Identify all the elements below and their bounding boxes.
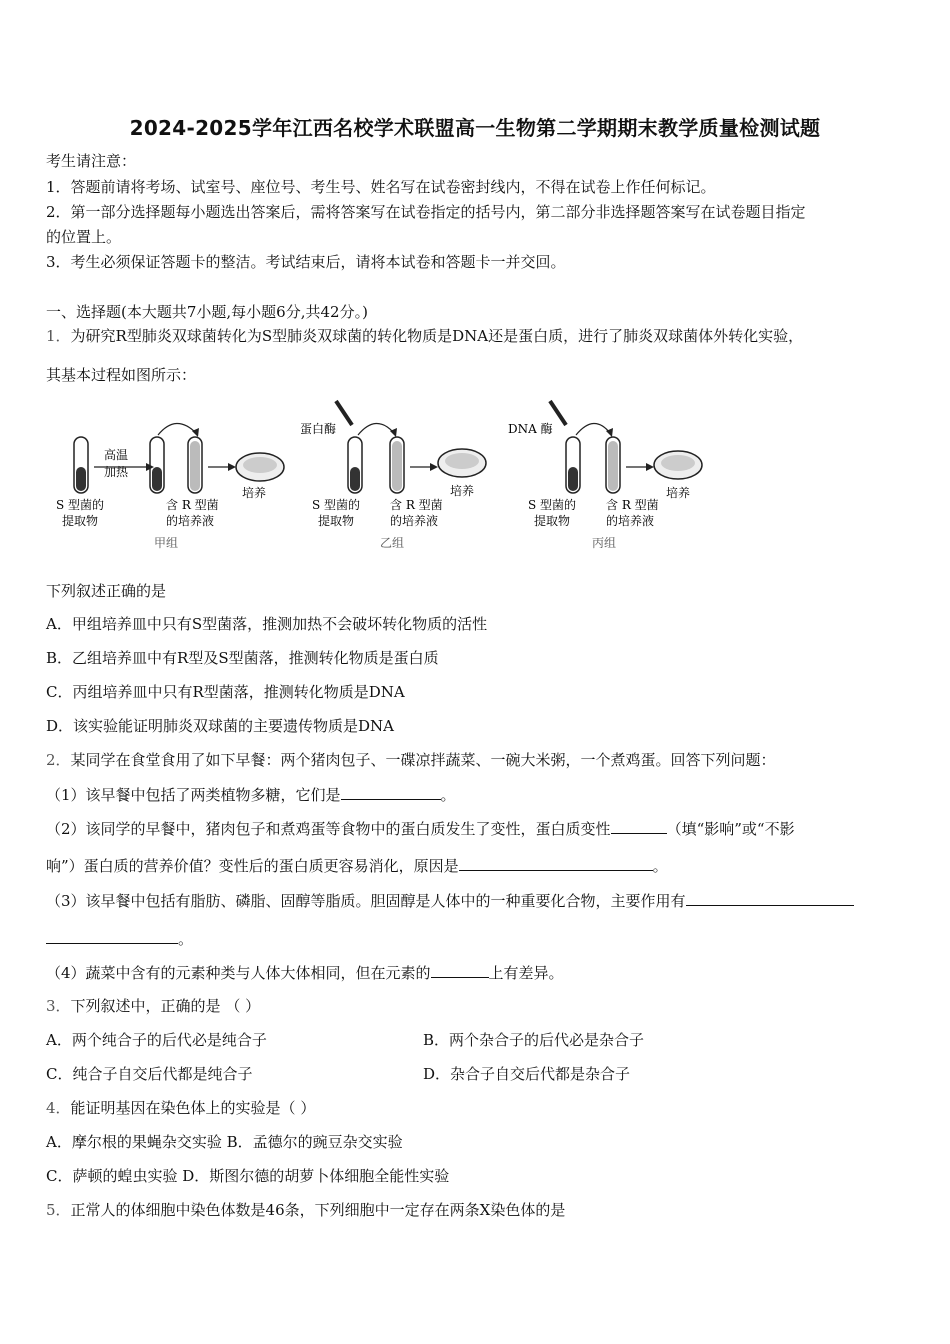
jia-treat-label-1: 高温 bbox=[104, 448, 129, 462]
transfer-arrow bbox=[158, 423, 196, 435]
r-medium-label-2: 的培养液 bbox=[166, 514, 215, 528]
option-3d: D．杂合子自交后代都是杂合子 bbox=[423, 1065, 631, 1083]
option-1d: D．该实验能证明肺炎双球菌的主要遗传物质是DNA bbox=[46, 717, 395, 735]
answer-blank[interactable] bbox=[686, 891, 854, 906]
tube-liquid bbox=[568, 467, 578, 491]
section-heading: 一、选择题(本大题共7小题,每小题6分,共42分。) bbox=[46, 303, 368, 321]
tube-liquid bbox=[152, 467, 162, 491]
question-2-part-3 bbox=[46, 891, 906, 910]
part-text-end: 。 bbox=[652, 857, 668, 875]
notice-item-2a: 2．第一部分选择题每小题选出答案后，需将答案写在试卷指定的括号内，第二部分非选择题答案写在试卷题目指定 bbox=[46, 203, 806, 221]
question-3-options-row-1 bbox=[46, 1031, 906, 1049]
question-2-part-1 bbox=[46, 785, 906, 804]
question-number: 4． bbox=[46, 1099, 71, 1117]
tube-liquid bbox=[608, 441, 618, 491]
question-3-options-row-2 bbox=[46, 1065, 906, 1083]
question-1-stem-continued: 其基本过程如图所示： bbox=[46, 366, 197, 384]
question-text: 下列叙述中，正确的是 （ ） bbox=[70, 997, 261, 1015]
group-label-yi: 乙组 bbox=[380, 536, 405, 550]
question-3-stem bbox=[46, 997, 906, 1015]
question-2-part-4 bbox=[46, 963, 906, 982]
part-text: （1）该早餐中包括了两类植物多糖，它们是 bbox=[46, 786, 341, 804]
enzyme-label-protease: 蛋白酶 bbox=[300, 422, 337, 436]
s-extract-label-1: S 型菌的 bbox=[528, 498, 577, 512]
culture-label: 培养 bbox=[666, 486, 691, 500]
question-2-part-2b bbox=[46, 856, 906, 875]
jia-treat-label-2: 加热 bbox=[104, 465, 129, 479]
option-3a: A．两个纯合子的后代必是纯合子 bbox=[46, 1031, 267, 1049]
group-label-bing: 丙组 bbox=[592, 536, 617, 550]
part-text: （2）该同学的早餐中，猪肉包子和煮鸡蛋等食物中的蛋白质发生了变性，蛋白质变性 bbox=[46, 820, 611, 838]
notice-heading: 考生请注意： bbox=[46, 152, 137, 170]
colonies bbox=[661, 455, 695, 471]
answer-blank[interactable] bbox=[459, 856, 653, 871]
r-medium-label-1: 含 R 型菌 bbox=[390, 498, 443, 512]
arrow-head bbox=[228, 463, 236, 471]
transformation-experiment-figure bbox=[46, 395, 726, 555]
colonies bbox=[445, 453, 479, 469]
transfer-arrow bbox=[576, 423, 610, 435]
part-text: （3）该早餐中包括有脂肪、磷脂、固醇等脂质。胆固醇是人体中的一种重要化合物，主要作用有 bbox=[46, 892, 686, 910]
transfer-arrow bbox=[358, 423, 394, 435]
colonies bbox=[243, 457, 277, 473]
part-text-end: 。 bbox=[178, 930, 194, 948]
question-2-part-3-continued bbox=[46, 929, 906, 948]
tube-liquid bbox=[392, 441, 402, 491]
notice-item-2b: 的位置上。 bbox=[46, 228, 122, 246]
culture-label: 培养 bbox=[242, 486, 267, 500]
question-5-stem bbox=[46, 1201, 906, 1219]
r-medium-label-2: 的培养液 bbox=[390, 514, 439, 528]
answer-blank[interactable] bbox=[46, 929, 178, 944]
s-extract-label-1: S 型菌的 bbox=[56, 498, 105, 512]
question-1-stem bbox=[46, 327, 906, 345]
question-text: 某同学在食堂食用了如下早餐：两个猪肉包子、一碟凉拌蔬菜、一碗大米粥，一个煮鸡蛋。回答下列问题： bbox=[70, 751, 776, 769]
tube-liquid bbox=[76, 467, 86, 491]
enzyme-label-dnase: DNA 酶 bbox=[508, 422, 553, 436]
option-1a: A．甲组培养皿中只有S型菌落，推测加热不会破坏转化物质的活性 bbox=[46, 615, 488, 633]
question-number: 2． bbox=[46, 751, 71, 769]
answer-blank[interactable] bbox=[611, 819, 667, 834]
question-4-options-ab: A．摩尔根的果蝇杂交实验 B．孟德尔的豌豆杂交实验 bbox=[46, 1133, 403, 1151]
question-1-prompt: 下列叙述正确的是 bbox=[46, 582, 167, 600]
s-extract-label-1: S 型菌的 bbox=[312, 498, 361, 512]
arrow-head bbox=[430, 463, 438, 471]
culture-label: 培养 bbox=[450, 484, 475, 498]
group-bing-diagram bbox=[508, 401, 702, 550]
option-3c: C．纯合子自交后代都是纯合子 bbox=[46, 1065, 253, 1083]
part-text-end: 。 bbox=[440, 786, 456, 804]
option-1b: B．乙组培养皿中有R型及S型菌落，推测转化物质是蛋白质 bbox=[46, 649, 439, 667]
tube-liquid bbox=[350, 467, 360, 491]
r-medium-label-2: 的培养液 bbox=[606, 514, 655, 528]
question-text: 能证明基因在染色体上的实验是（ ） bbox=[70, 1099, 316, 1117]
s-extract-label-2: 提取物 bbox=[534, 514, 571, 528]
question-2-part-2a bbox=[46, 819, 906, 838]
question-number: 1． bbox=[46, 327, 71, 345]
question-text: 为研究R型肺炎双球菌转化为S型肺炎双球菌的转化物质是DNA还是蛋白质，进行了肺炎双球菌体外转化实验， bbox=[70, 327, 804, 345]
answer-blank[interactable] bbox=[431, 963, 489, 978]
arrow-head bbox=[192, 428, 199, 437]
part-text: 响”）蛋白质的营养价值？变性后的蛋白质更容易消化，原因是 bbox=[46, 857, 459, 875]
group-label-jia: 甲组 bbox=[154, 536, 179, 550]
dropper-icon bbox=[336, 401, 352, 425]
tube-liquid bbox=[190, 441, 200, 491]
notice-item-3: 3．考生必须保证答题卡的整洁。考试结束后，请将本试卷和答题卡一并交回。 bbox=[46, 253, 566, 271]
question-4-stem bbox=[46, 1099, 906, 1117]
part-text: （4）蔬菜中含有的元素种类与人体大体相同，但在元素的 bbox=[46, 964, 431, 982]
part-text-end: 上有差异。 bbox=[488, 964, 564, 982]
arrow-head bbox=[646, 463, 654, 471]
answer-blank[interactable] bbox=[341, 785, 441, 800]
option-1c: C．丙组培养皿中只有R型菌落，推测转化物质是DNA bbox=[46, 683, 405, 701]
s-extract-label-2: 提取物 bbox=[318, 514, 355, 528]
part-text-end: （填“影响”或“不影 bbox=[666, 820, 795, 838]
notice-item-1: 1．答题前请将考场、试室号、座位号、考生号、姓名写在试卷密封线内，不得在试卷上作任何标记。 bbox=[46, 178, 716, 196]
question-number: 3． bbox=[46, 997, 71, 1015]
s-extract-label-2: 提取物 bbox=[62, 514, 99, 528]
r-medium-label-1: 含 R 型菌 bbox=[606, 498, 659, 512]
r-medium-label-1: 含 R 型菌 bbox=[166, 498, 219, 512]
question-text: 正常人的体细胞中染色体数是46条，下列细胞中一定存在两条X染色体的是 bbox=[70, 1201, 566, 1219]
question-4-options-cd: C．萨顿的蝗虫实验 D．斯图尔德的胡萝卜体细胞全能性实验 bbox=[46, 1167, 450, 1185]
exam-title: 2024-2025学年江西名校学术联盟高一生物第二学期期末教学质量检测试题 bbox=[129, 116, 821, 140]
group-jia-diagram bbox=[56, 423, 284, 550]
question-2-stem bbox=[46, 751, 906, 769]
group-yi-diagram bbox=[300, 401, 486, 550]
question-number: 5． bbox=[46, 1201, 71, 1219]
option-3b: B．两个杂合子的后代必是杂合子 bbox=[423, 1031, 645, 1049]
